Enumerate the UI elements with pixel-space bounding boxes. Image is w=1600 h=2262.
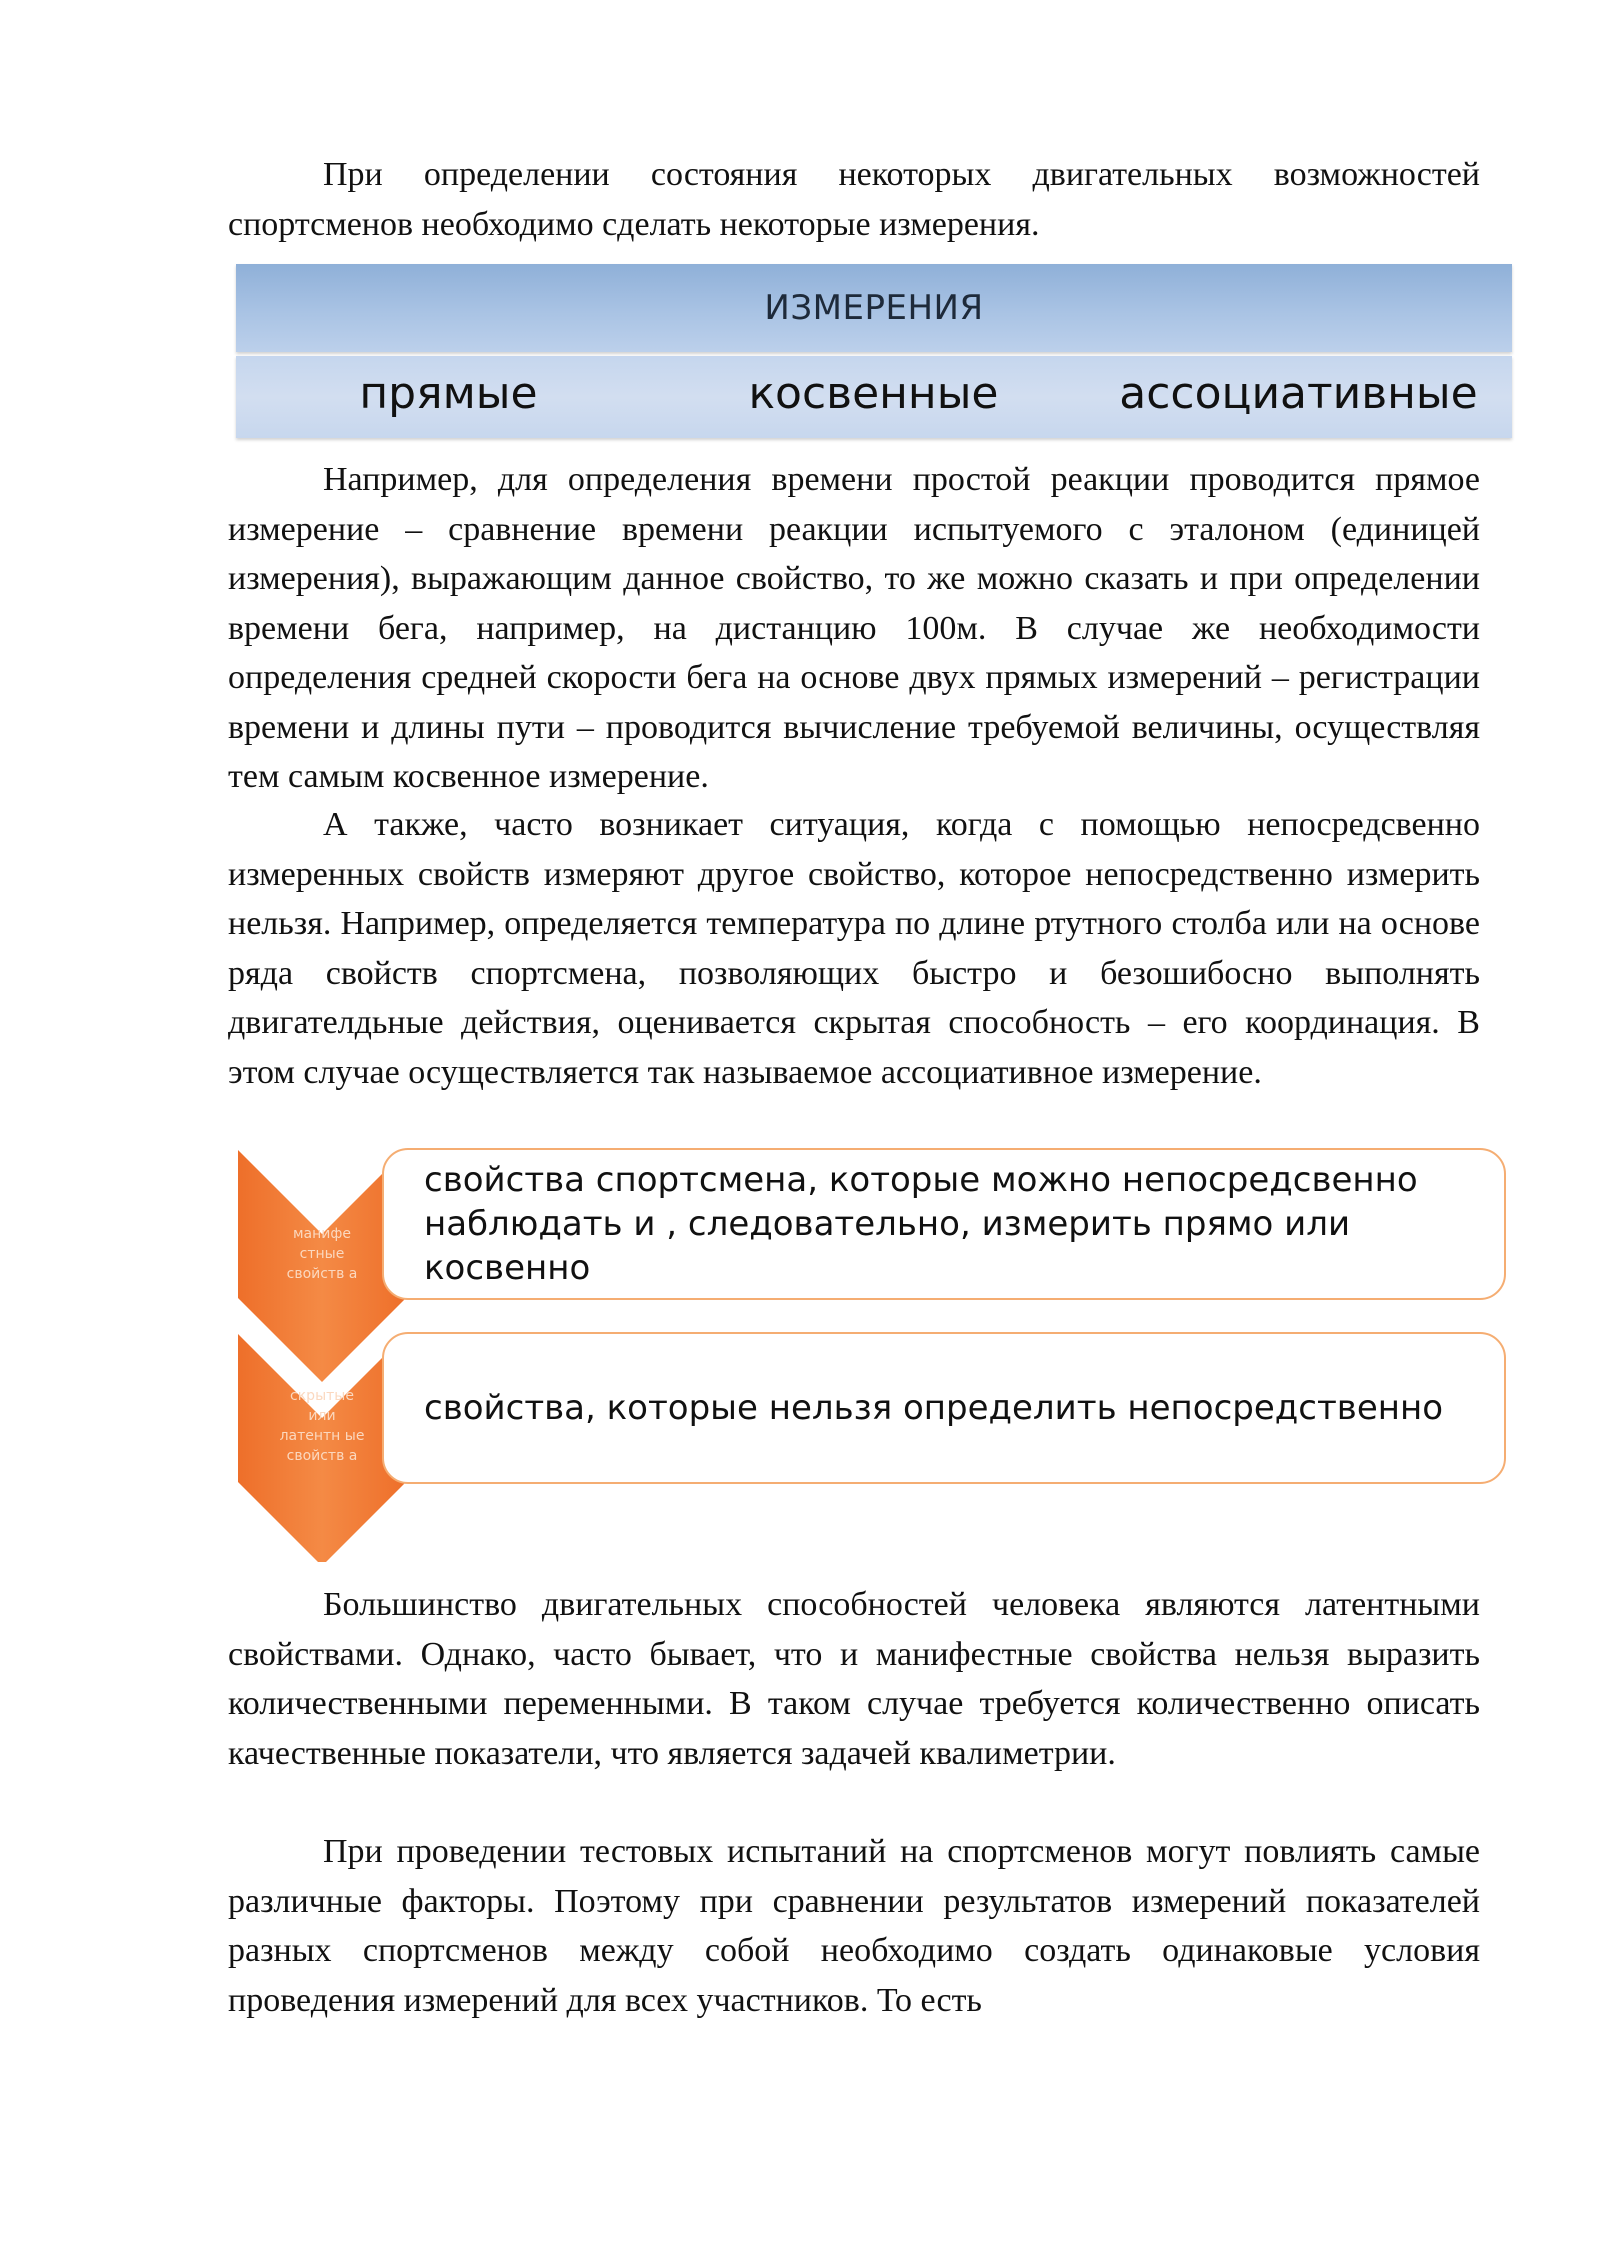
property-card-manifest [382, 1148, 1506, 1300]
measurement-type-direct: прямые [359, 368, 538, 419]
property-card-latent [382, 1332, 1506, 1484]
measurements-title: ИЗМЕРЕНИЯ [236, 264, 1512, 352]
measurement-type-indirect: косвенные [748, 368, 999, 419]
property-label-manifest: манифе стные свойств а [286, 1226, 358, 1282]
paragraph-latent-properties: Большинство двигательных способностей человека являются латентными свойствами. Однако, часто бывает, что и манифестные свойства нельзя выразить количественными переменными. В таком случае требуется количественно описать качественные показатели, что является задачей квалиметрии. [228, 1586, 1480, 1772]
paragraph-intro: При определении состояния некоторых двигательных возможностей спортсменов необходимо сделать некоторые измерения. [228, 156, 1480, 243]
property-description-manifest: свойства спортсмена, которые можно непосредсвенно наблюдать и , следовательно, измерить прямо или косвенно [424, 1160, 1418, 1288]
property-label-latent: скрытые или латентн ые свойств а [279, 1388, 365, 1464]
paragraph-direct-indirect: Например, для определения времени простой реакции проводится прямое измерение – сравнение времени реакции испытуемого с эталоном (единицей измерения), выражающим данное свойство, то же можно сказать и при определении времени бега, например, на дистанцию 100м. В случае же необходимости определения средней скорости бега на основе двух прямых измерений – регистрации времени и длины пути – проводится вычисление требуемой величины, осуществляя тем самым косвенное измерение. [228, 461, 1480, 795]
measurement-type-associative: ассоциативные [1119, 368, 1478, 419]
measurement-types-row [236, 356, 1512, 438]
paragraph-testing-conditions: При проведении тестовых испытаний на спортсменов могут повлиять самые различные факторы. Поэтому при сравнении результатов измерений показателей разных спортсменов между собой необходимо создать одинаковые условия проведения измерений для всех участников. То есть [228, 1833, 1480, 2019]
paragraph-associative: А также, часто возникает ситуация, когда с помощью непосредсвенно измеренных свойств измеряют другое свойство, которое непосредственно измерить нельзя. Например, определяется температура по длине ртутного столба или на основе ряда свойств спортсмена, позволяющих быстро и безошибосно выполнять двигателдьные действия, оценивается скрытая способность – его координация. В этом случае осуществляется так называемое ассоциативное измерение. [228, 806, 1480, 1091]
chevron-shapes [238, 1150, 406, 1562]
property-description-latent: свойства, которые нельзя определить непосредственно [424, 1388, 1444, 1428]
